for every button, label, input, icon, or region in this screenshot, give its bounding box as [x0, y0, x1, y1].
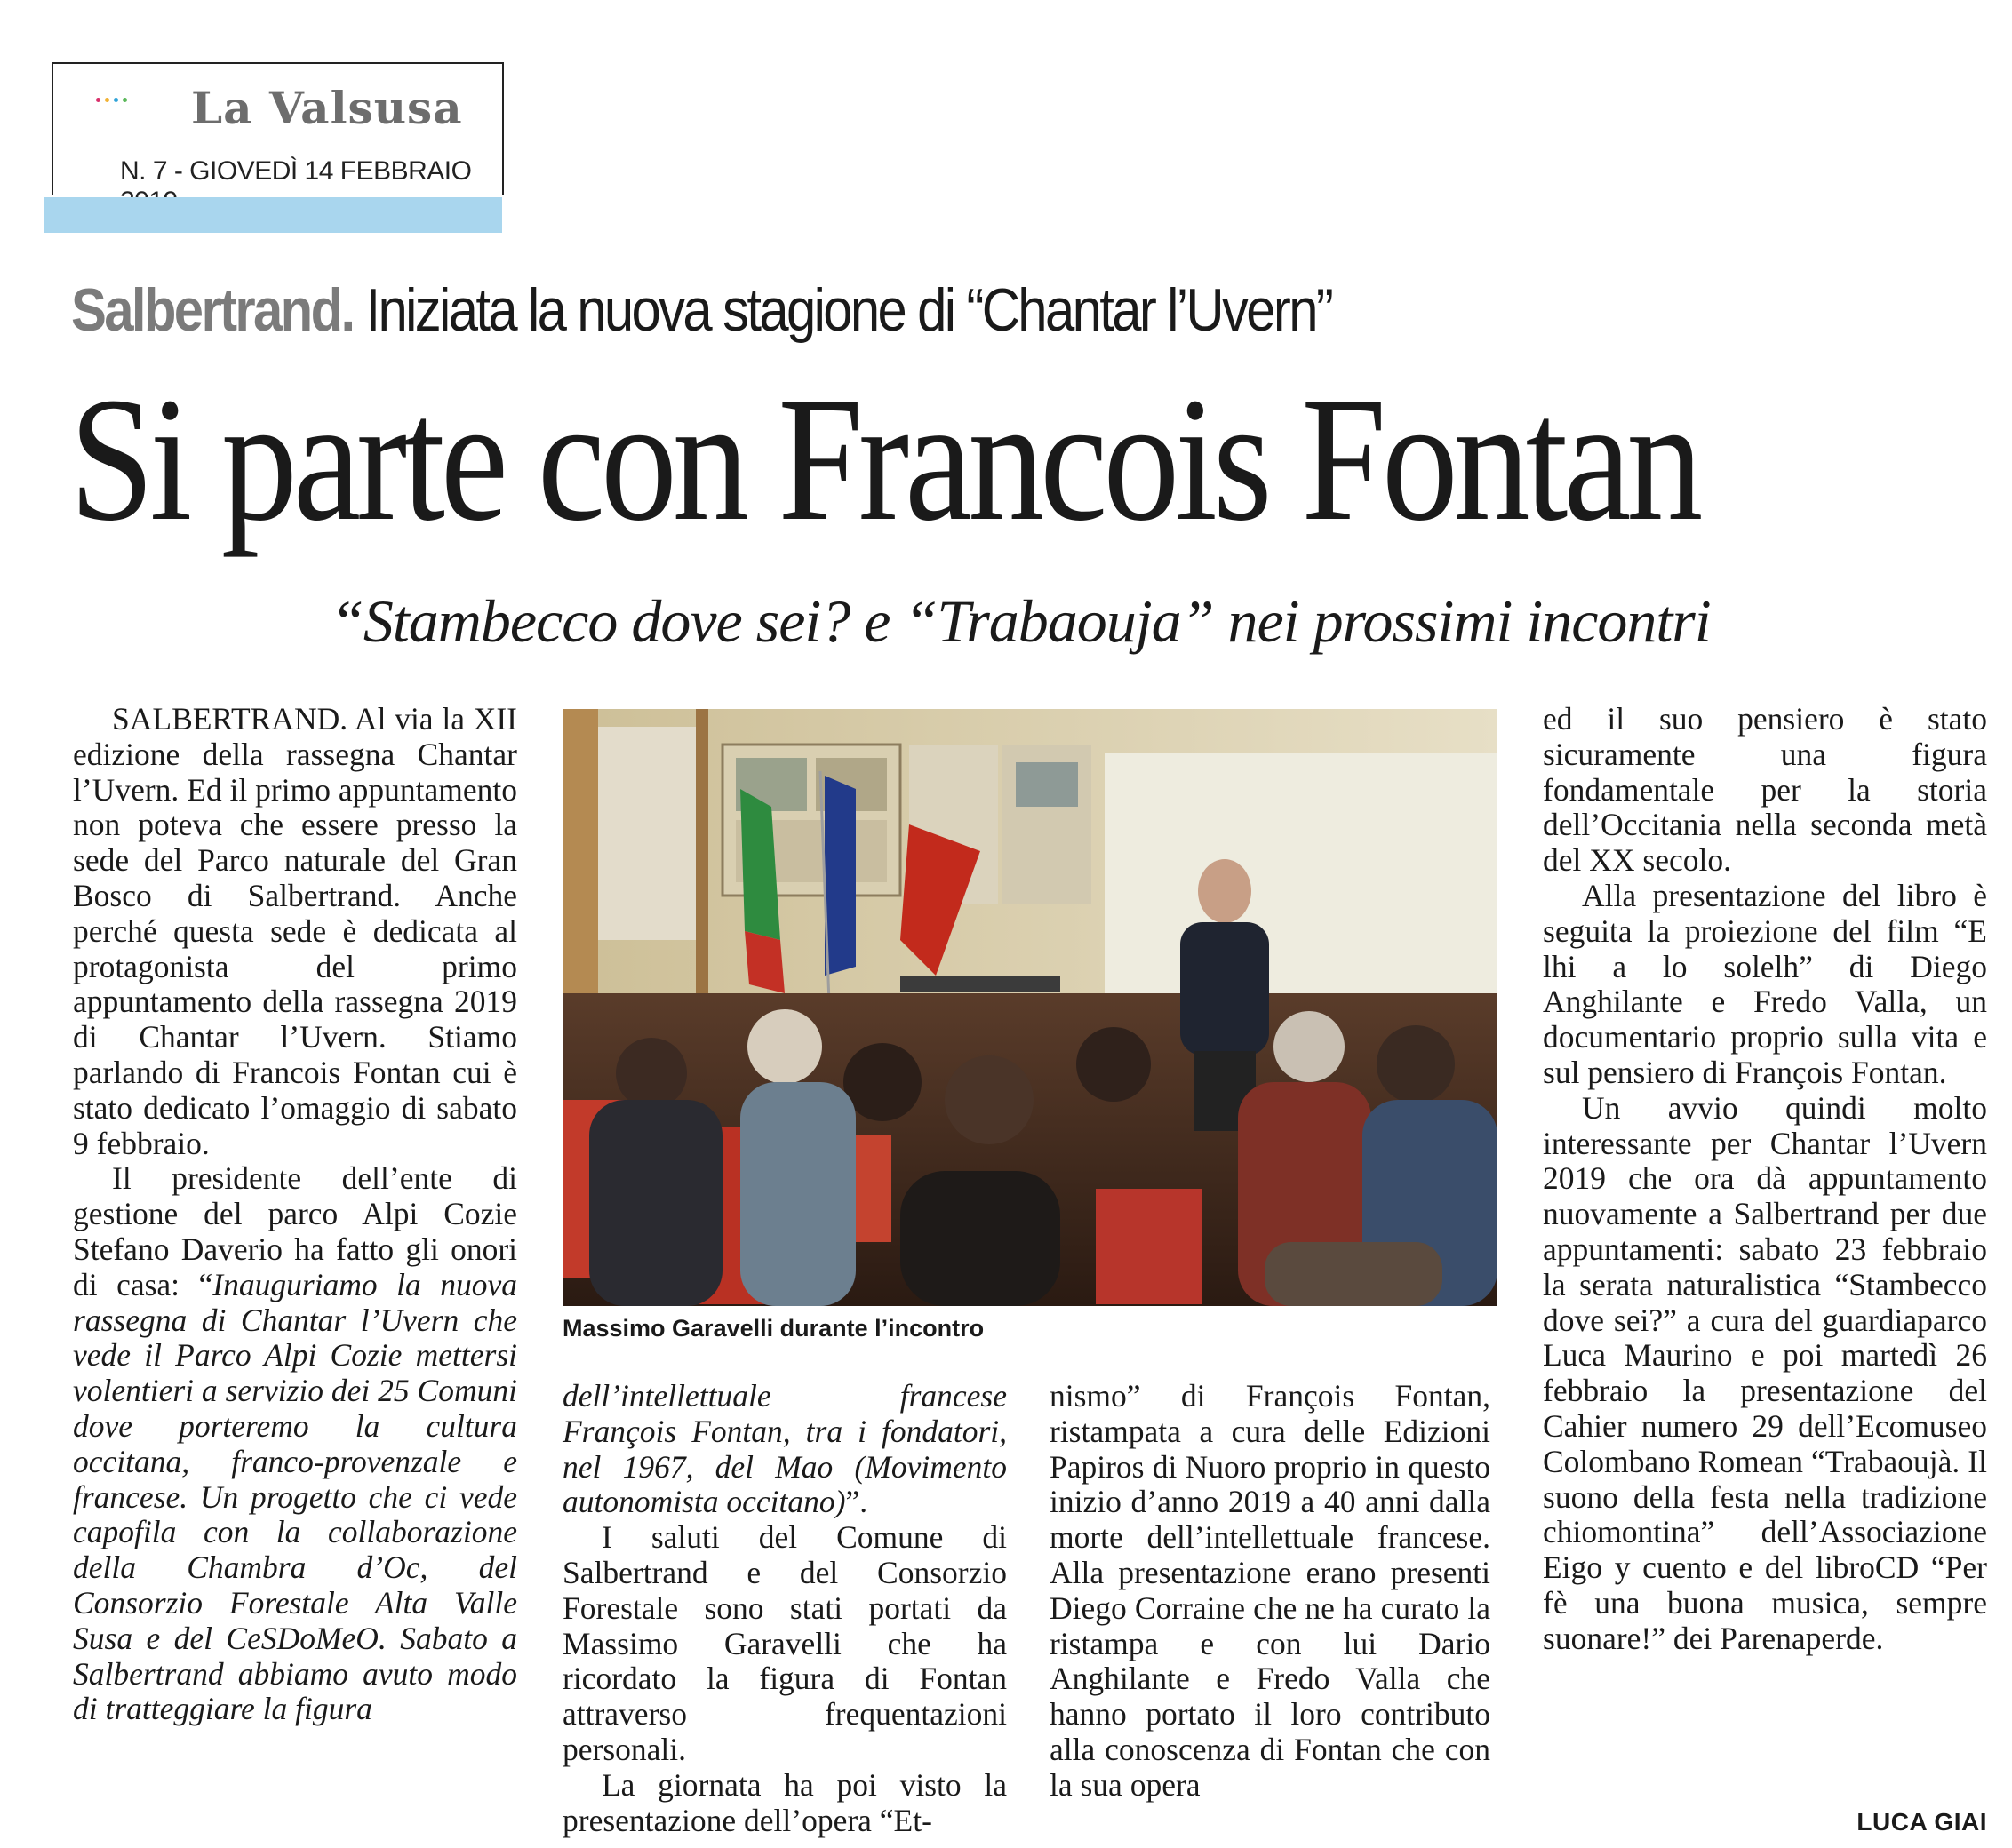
article-column-2	[563, 1379, 1007, 1838]
paragraph-lead: Il presidente dell’ente di gestione del parco Alpi Cozie Stefano Daverio ha fatto gli onori di casa: “	[73, 1160, 517, 1302]
subheadline: “Stambecco dove sei? e “Trabaouja” nei prossimi incontri	[331, 587, 1711, 655]
kicker	[71, 275, 1331, 345]
article-column-3	[1050, 1379, 1490, 1804]
quote-text: dell’intellettuale francese François Fontan, tra i fondatori, nel 1967, del Mao (Movimento autonomista occitano)	[563, 1378, 1007, 1520]
paragraph	[563, 1379, 1007, 1520]
dot-yellow	[105, 98, 109, 102]
quote-text: Inauguriamo la nuova rassegna di Chantar l’Uvern che vede il Parco Alpi Cozie mettersi volentieri a servizio dei 25 Comuni dove porteremo la cultura occitana, franco-provenzale e francese. Un progetto che ci vede capofila con la collaborazione della Chambra d’Oc, del Consorzio Forestale Alta Valle Susa e del CeSDoMeO. Sabato a Salbertrand abbiamo avuto modo di tratteggiare la figura	[73, 1266, 517, 1727]
headline: Si parte con Francois Fontan	[69, 362, 1699, 558]
dot-green	[123, 98, 127, 102]
event-photo	[563, 709, 1497, 1306]
masthead	[52, 62, 504, 195]
kicker-place: Salbertrand.	[71, 276, 354, 344]
dot-cyan	[114, 98, 118, 102]
quote-end: ”.	[845, 1484, 868, 1520]
article-column-1	[73, 702, 517, 1727]
newspaper-name: La Valsusa	[191, 82, 463, 134]
photo-illustration	[563, 709, 1497, 1306]
paragraph: Alla presentazione del libro è seguita la proiezione del film “E lhi a lo solelh” di Diego Anghilante e Fredo Valla, un documentario proprio sulla vita e sul pensiero di François Fontan.	[1543, 877, 1987, 1090]
paragraph: I saluti del Comune di Salbertrand e del Consorzio Forestale sono stati portati da Massimo Garavelli che ha ricordato la figura di Fontan attraverso frequentazioni personali.	[563, 1519, 1007, 1767]
paragraph: La giornata ha poi visto la presentazione dell’opera “Et-	[563, 1766, 1007, 1838]
masthead-dots	[96, 98, 127, 102]
photo-caption: Massimo Garavelli durante l’incontro	[563, 1315, 985, 1342]
paragraph	[73, 1161, 517, 1727]
dot-magenta	[96, 98, 100, 102]
paragraph: ed il suo pensiero è stato sicuramente una figura fondamentale per la storia dell’Occitania nella seconda metà del XX secolo.	[1543, 701, 1987, 879]
kicker-text: Iniziata la nuova stagione di “Chantar l’Uvern”	[365, 276, 1332, 344]
paragraph: Un avvio quindi molto interessante per Chantar l’Uvern 2019 che ora dà appuntamento nuovamente a Salbertrand per due appuntamenti: sabato 23 febbraio la serata naturalistica “Stambecco dove sei?” a cura del guardiaparco Luca Maurino e poi martedì 26 febbraio la presentazione del Cahier numero 29 dell’Ecomuseo Colombano Romean “Trabaoujà. Il suono della festa nella tradizione chiomontina” dell’Associazione Eigo y cuento e del libroCD “Per fè una buona musica, sempre suonare!” dei Parenaperde.	[1543, 1089, 1987, 1656]
paragraph: nismo” di François Fontan, ristampata a cura delle Edizioni Papiros di Nuoro proprio in questo inizio d’anno 2019 a 40 anni dalla morte dell’intellettuale francese. Alla presentazione erano presenti Diego Corraine che ne ha curato la ristampa e con lui Dario Anghilante e Fredo Valla che hanno portato il loro contributo alla conoscenza di Fontan che con la sua opera	[1050, 1378, 1490, 1803]
issue-date: N. 7 - GIOVEDÌ 14 FEBBRAIO	[120, 156, 472, 186]
masthead-color-bar	[44, 197, 502, 233]
article-column-4	[1543, 702, 1987, 1657]
paragraph: SALBERTRAND. Al via la XII edizione della rassegna Chantar l’Uvern. Ed il primo appuntamento non poteva che essere presso la sede del Parco naturale del Gran Bosco di Salbertrand. Anche perché questa sede è dedicata al protagonista del primo appuntamento della rassegna 2019 di Chantar l’Uvern. Stiamo parlando di Francois Fontan cui è stato dedicato l’omaggio di sabato 9 febbraio.	[73, 701, 517, 1161]
author-byline: LUCA GIAI	[1856, 1808, 1987, 1836]
